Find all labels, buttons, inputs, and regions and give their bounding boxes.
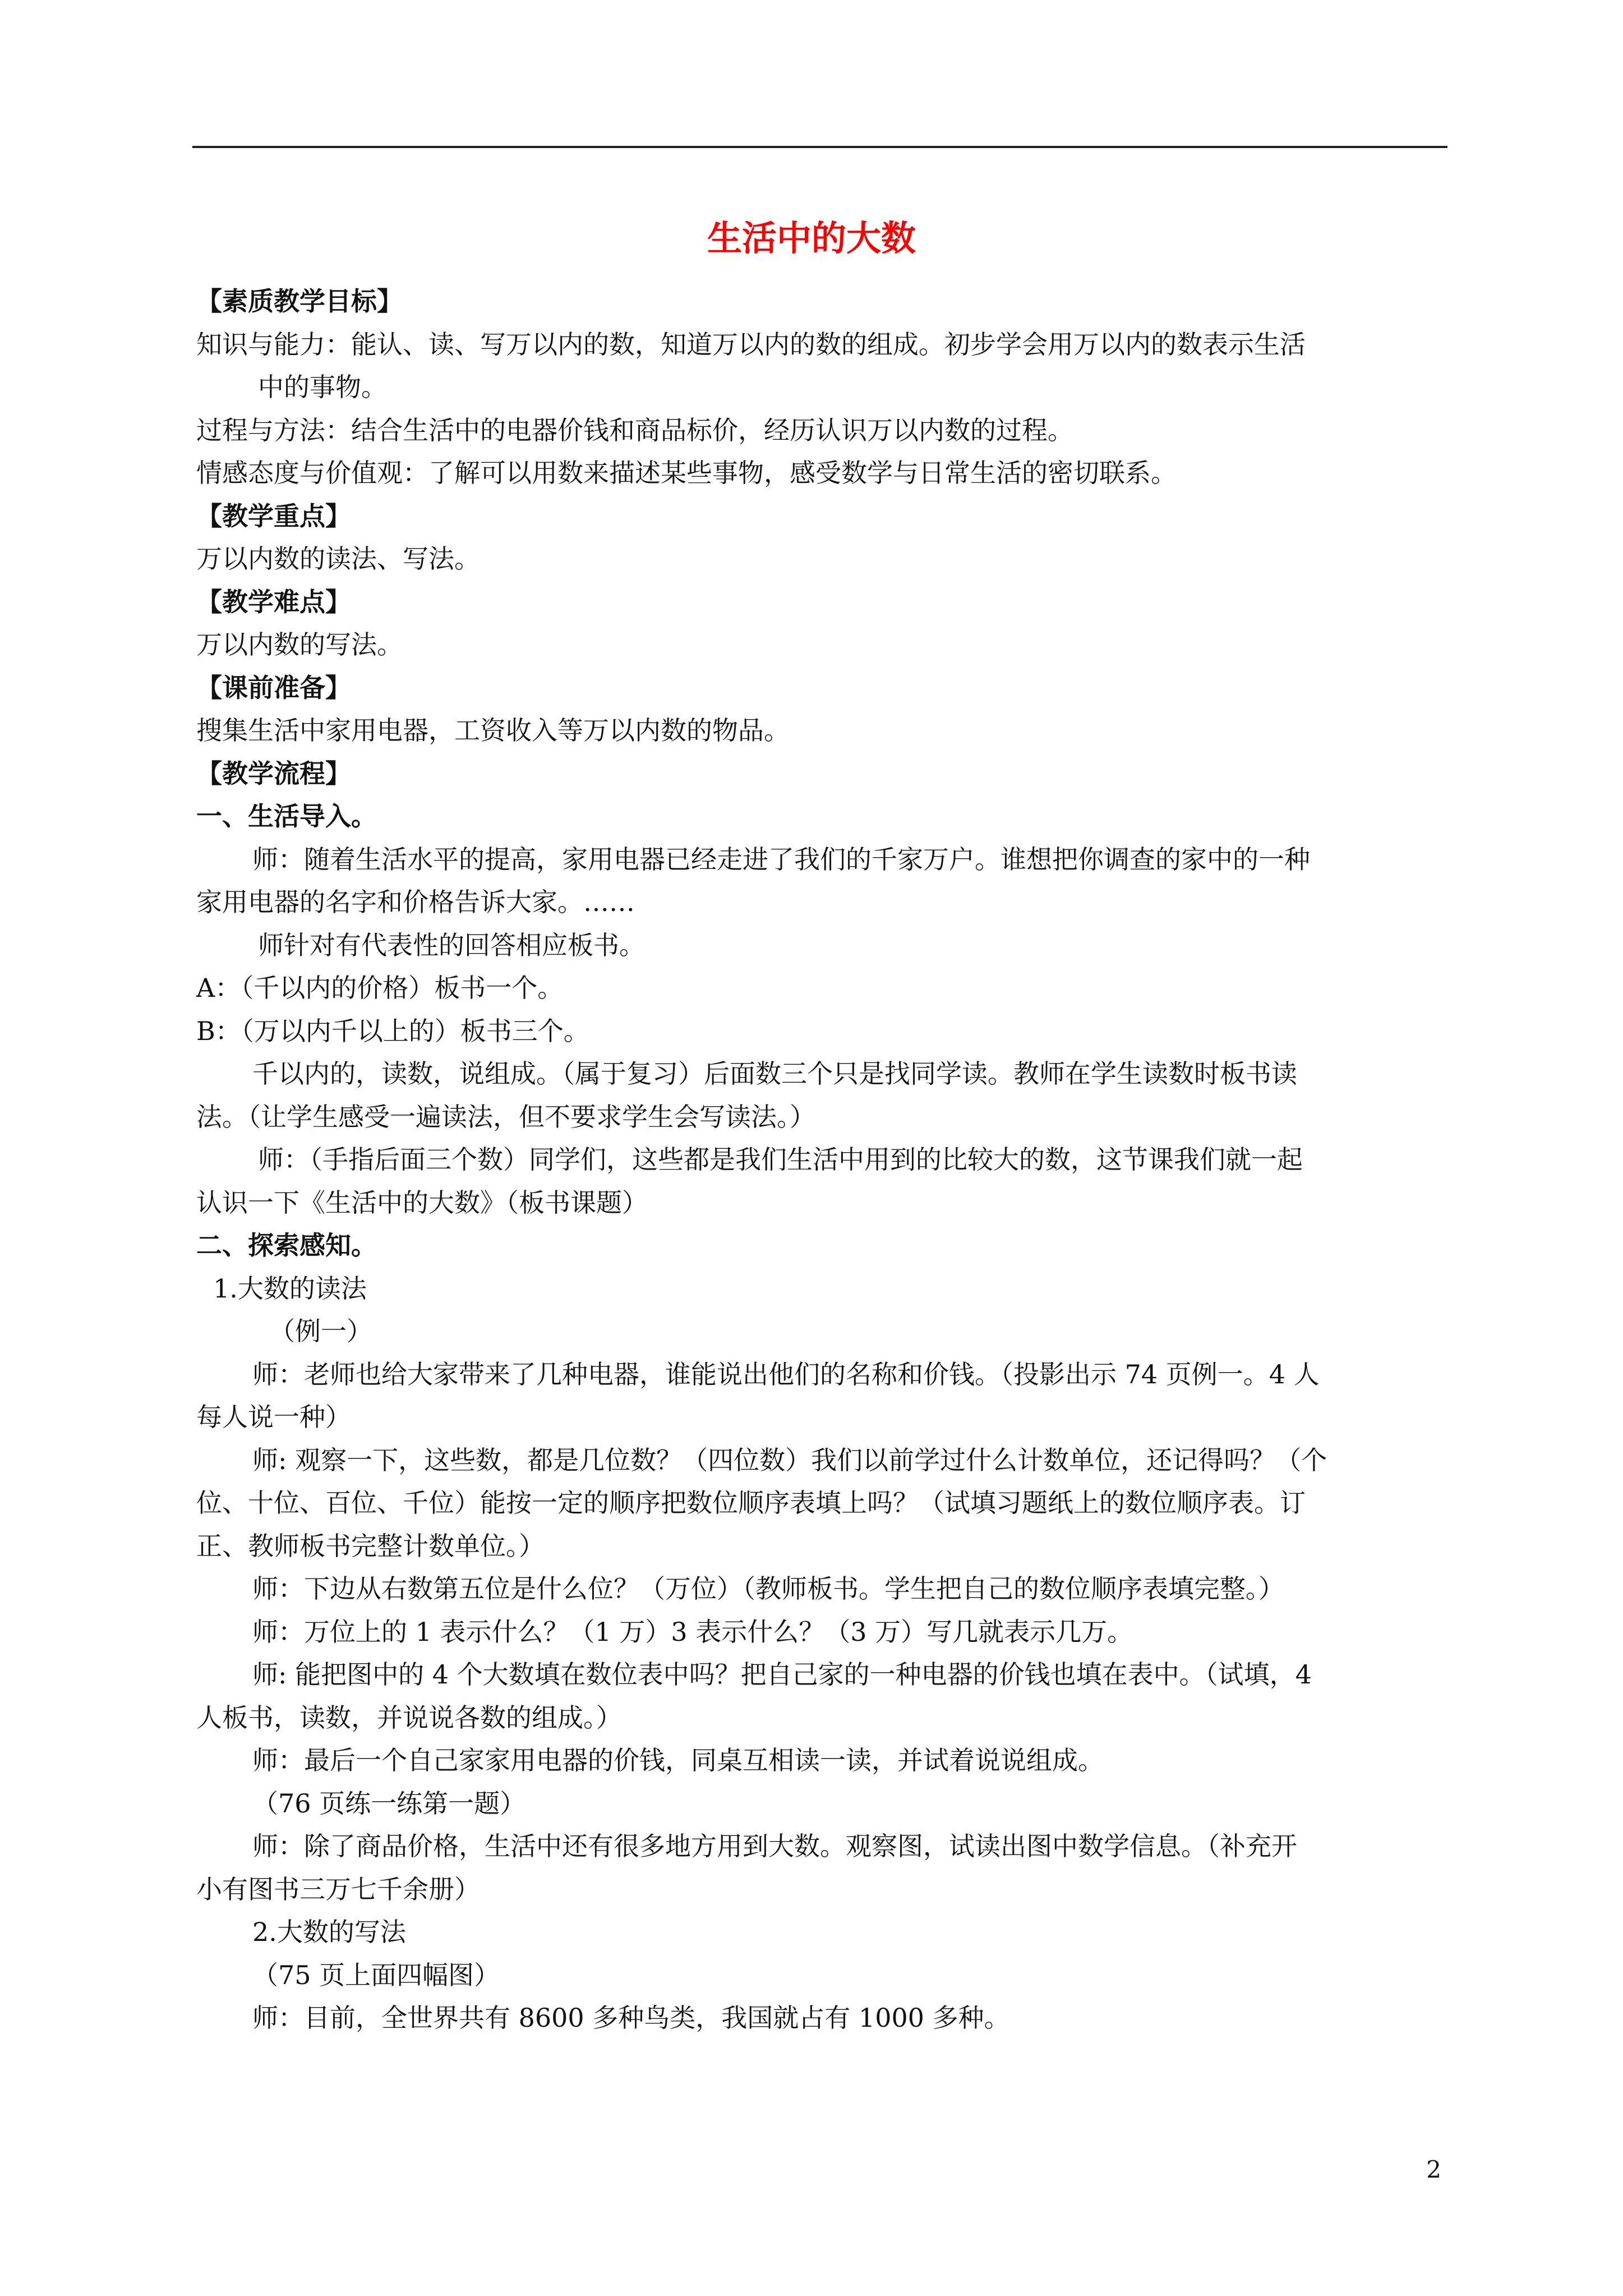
- section-heading: 【课前准备】: [196, 672, 351, 703]
- body-line: 人板书，读数，并说说各数的组成。）: [196, 1702, 622, 1733]
- body-line: 师: 能把图中的 4 个大数填在数位表中吗？把自己家的一种电器的价钱也填在表中。（试填，4: [252, 1659, 1312, 1690]
- body-line: 情感态度与价值观：了解可以用数来描述某些事物，感受数学与日常生活的密切联系。: [196, 458, 1177, 488]
- body-line: 师：（手指后面三个数）同学们，这些都是我们生活中用到的比较大的数，这节课我们就一起: [258, 1144, 1303, 1175]
- body-line: B：（万以内千以上的）板书三个。: [196, 1015, 589, 1046]
- document-body: [196, 280, 1447, 2040]
- body-line: （76 页练一练第一题）: [252, 1788, 526, 1819]
- body-line: 师：随着生活水平的提高，家用电器已经走进了我们的千家万户。谁想把你调查的家中的一种: [252, 844, 1310, 875]
- section-heading: 【教学流程】: [196, 758, 351, 789]
- body-line: 师: 观察一下，这些数，都是几位数？（四位数）我们以前学过什么计数单位，还记得吗？（个: [252, 1444, 1327, 1475]
- body-line: 2.大数的写法: [252, 1917, 406, 1947]
- body-line: 万以内数的写法。: [196, 629, 403, 660]
- body-line: A：（千以内的价格）板书一个。: [196, 973, 564, 1003]
- body-line: 师：最后一个自己家家用电器的价钱，同桌互相读一读，并试着说说组成。: [252, 1745, 1104, 1775]
- body-line: 位、十位、百位、千位）能按一定的顺序把数位顺序表填上吗？（试填习题纸上的数位顺序表。订: [196, 1488, 1306, 1518]
- body-line: 万以内数的读法、写法。: [196, 544, 480, 574]
- body-line: （75 页上面四幅图）: [252, 1959, 500, 1990]
- body-line: 师：除了商品价格，生活中还有很多地方用到大数。观察图，试读出图中数学信息。（补充开: [252, 1831, 1297, 1861]
- body-line: 师：下边从右数第五位是什么位？（万位）（教师板书。学生把自己的数位顺序表填完整。）: [252, 1573, 1284, 1604]
- body-line: 1.大数的读法: [213, 1273, 367, 1304]
- body-line: 认识一下《生活中的大数》（板书课题）: [196, 1187, 648, 1218]
- body-line: 家用电器的名字和价格告诉大家。……: [196, 887, 635, 917]
- body-line: 师：老师也给大家带来了几种电器，谁能说出他们的名称和价钱。（投影出示 74 页例一。4 人: [252, 1359, 1320, 1389]
- body-line: 知识与能力：能认、读、写万以内的数，知道万以内的数的组成。初步学会用万以内的数表示生活: [196, 329, 1306, 360]
- body-line: 每人说一种）: [196, 1402, 351, 1432]
- section-heading: 【素质教学目标】: [196, 286, 403, 316]
- body-line: 正、教师板书完整计数单位。）: [196, 1530, 545, 1561]
- body-line: 搜集生活中家用电器，工资收入等万以内数的物品。: [196, 715, 790, 746]
- header-rule: [192, 146, 1447, 148]
- section-heading: 二、探索感知。: [196, 1230, 377, 1260]
- body-line: 中的事物。: [258, 372, 387, 402]
- body-line: 师：目前，全世界共有 8600 多种鸟类，我国就占有 1000 多种。: [252, 2003, 1010, 2033]
- body-line: 小有图书三万七千余册）: [196, 1874, 480, 1904]
- section-heading: 一、生活导入。: [196, 801, 377, 831]
- page-number: 2: [1426, 2156, 1441, 2183]
- body-line: 法。（让学生感受一遍读法，但不要求学生会写读法。）: [196, 1101, 815, 1132]
- section-heading: 【教学难点】: [196, 586, 351, 617]
- body-line: 师：万位上的 1 表示什么？（1 万）3 表示什么？（3 万）写几就表示几万。: [252, 1616, 1133, 1647]
- body-line: （例一）: [269, 1316, 372, 1346]
- body-line: 千以内的，读数，说组成。（属于复习）后面数三个只是找同学读。教师在学生读数时板书读: [252, 1059, 1297, 1089]
- document-title: 生活中的大数: [707, 218, 916, 259]
- body-line: 师针对有代表性的回答相应板书。: [258, 930, 645, 960]
- section-heading: 【教学重点】: [196, 500, 351, 531]
- body-line: 过程与方法：结合生活中的电器价钱和商品标价，经历认识万以内数的过程。: [196, 415, 1073, 445]
